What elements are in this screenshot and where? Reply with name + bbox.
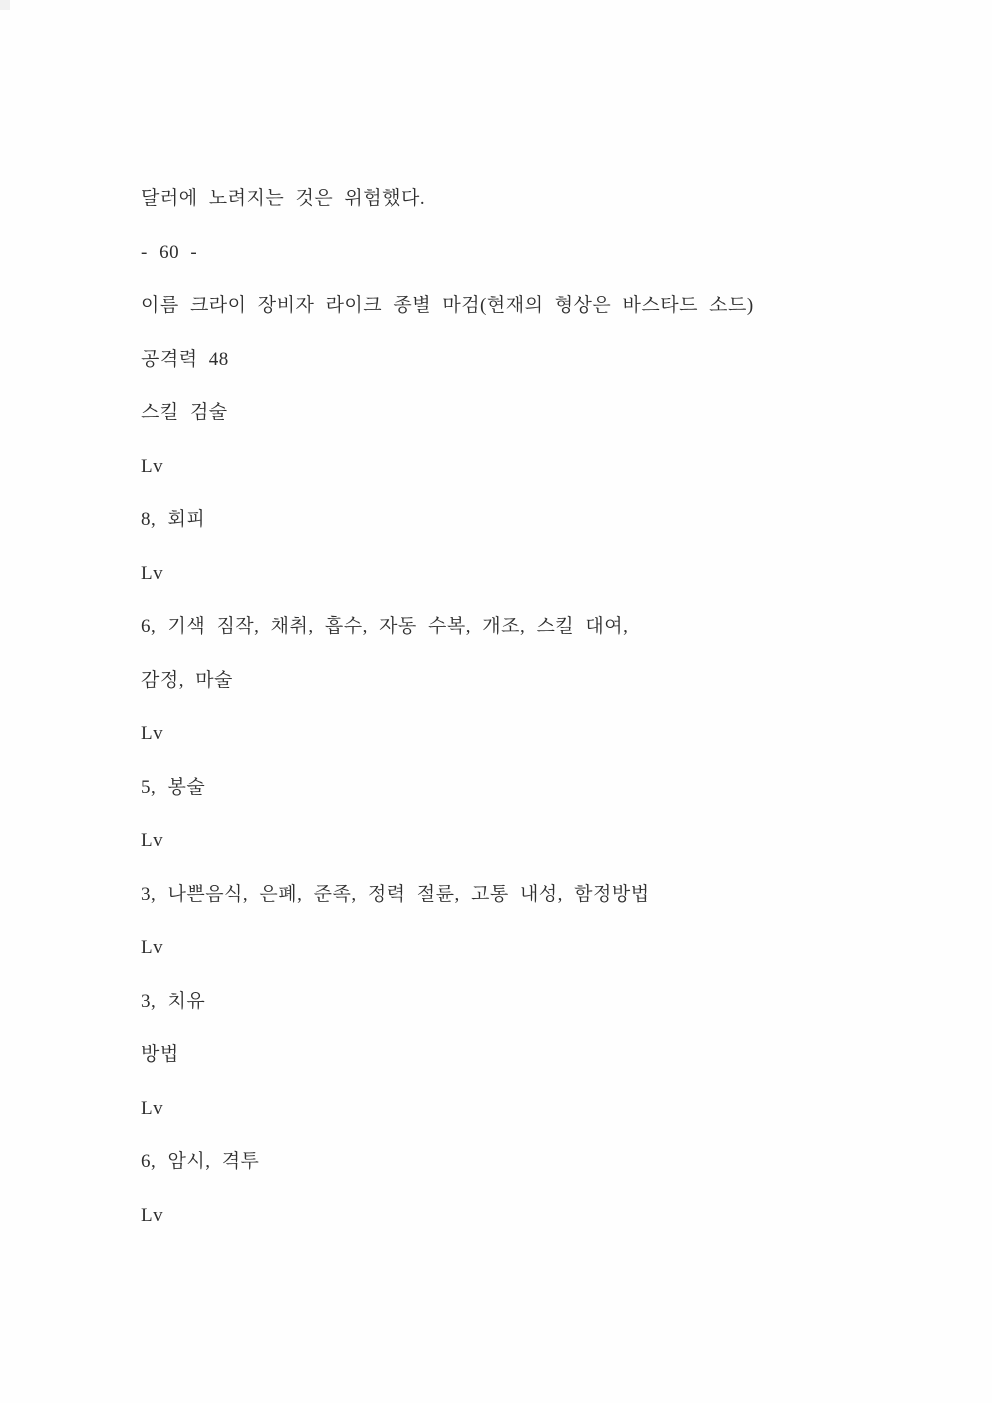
document-text-block: [141, 188, 932, 1258]
text-line-lv: Lv: [141, 937, 164, 958]
text-line-skill: 3, 치유: [141, 990, 206, 1012]
text-line-skill: 6, 암시, 격투: [141, 1151, 260, 1172]
text-line-lv: Lv: [141, 455, 164, 477]
text-line-skill: 감정, 마술: [141, 669, 233, 691]
text-line-skill: 5, 봉술: [141, 776, 206, 798]
text-line-skill-header: 스킬 검술: [141, 402, 228, 423]
text-line-lv: Lv: [141, 562, 164, 584]
text-line-lv: Lv: [141, 723, 164, 744]
page-number-line: - 60 -: [141, 241, 198, 263]
text-line-lv: Lv: [141, 1204, 164, 1226]
text-line-skill: 6, 기색 짐작, 채취, 흡수, 자동 수복, 개조, 스킬 대여,: [141, 616, 629, 637]
text-line-skill: 3, 나쁜음식, 은폐, 준족, 정력 절륜, 고통 내성, 함정방법: [141, 883, 650, 905]
scan-artifact: [0, 0, 10, 10]
text-line-item-name: 이름 크라이 장비자 라이크 종별 마검(현재의 형상은 바스타드 소드): [141, 295, 754, 316]
text-line-attack-power: 공격력 48: [141, 348, 229, 370]
text-line-skill: 8, 회피: [141, 509, 206, 530]
text-line-lv: Lv: [141, 1097, 164, 1119]
text-line-sentence: 달러에 노려지는 것은 위험했다.: [141, 188, 426, 209]
text-line-lv: Lv: [141, 830, 164, 851]
text-line-skill: 방법: [141, 1044, 179, 1065]
